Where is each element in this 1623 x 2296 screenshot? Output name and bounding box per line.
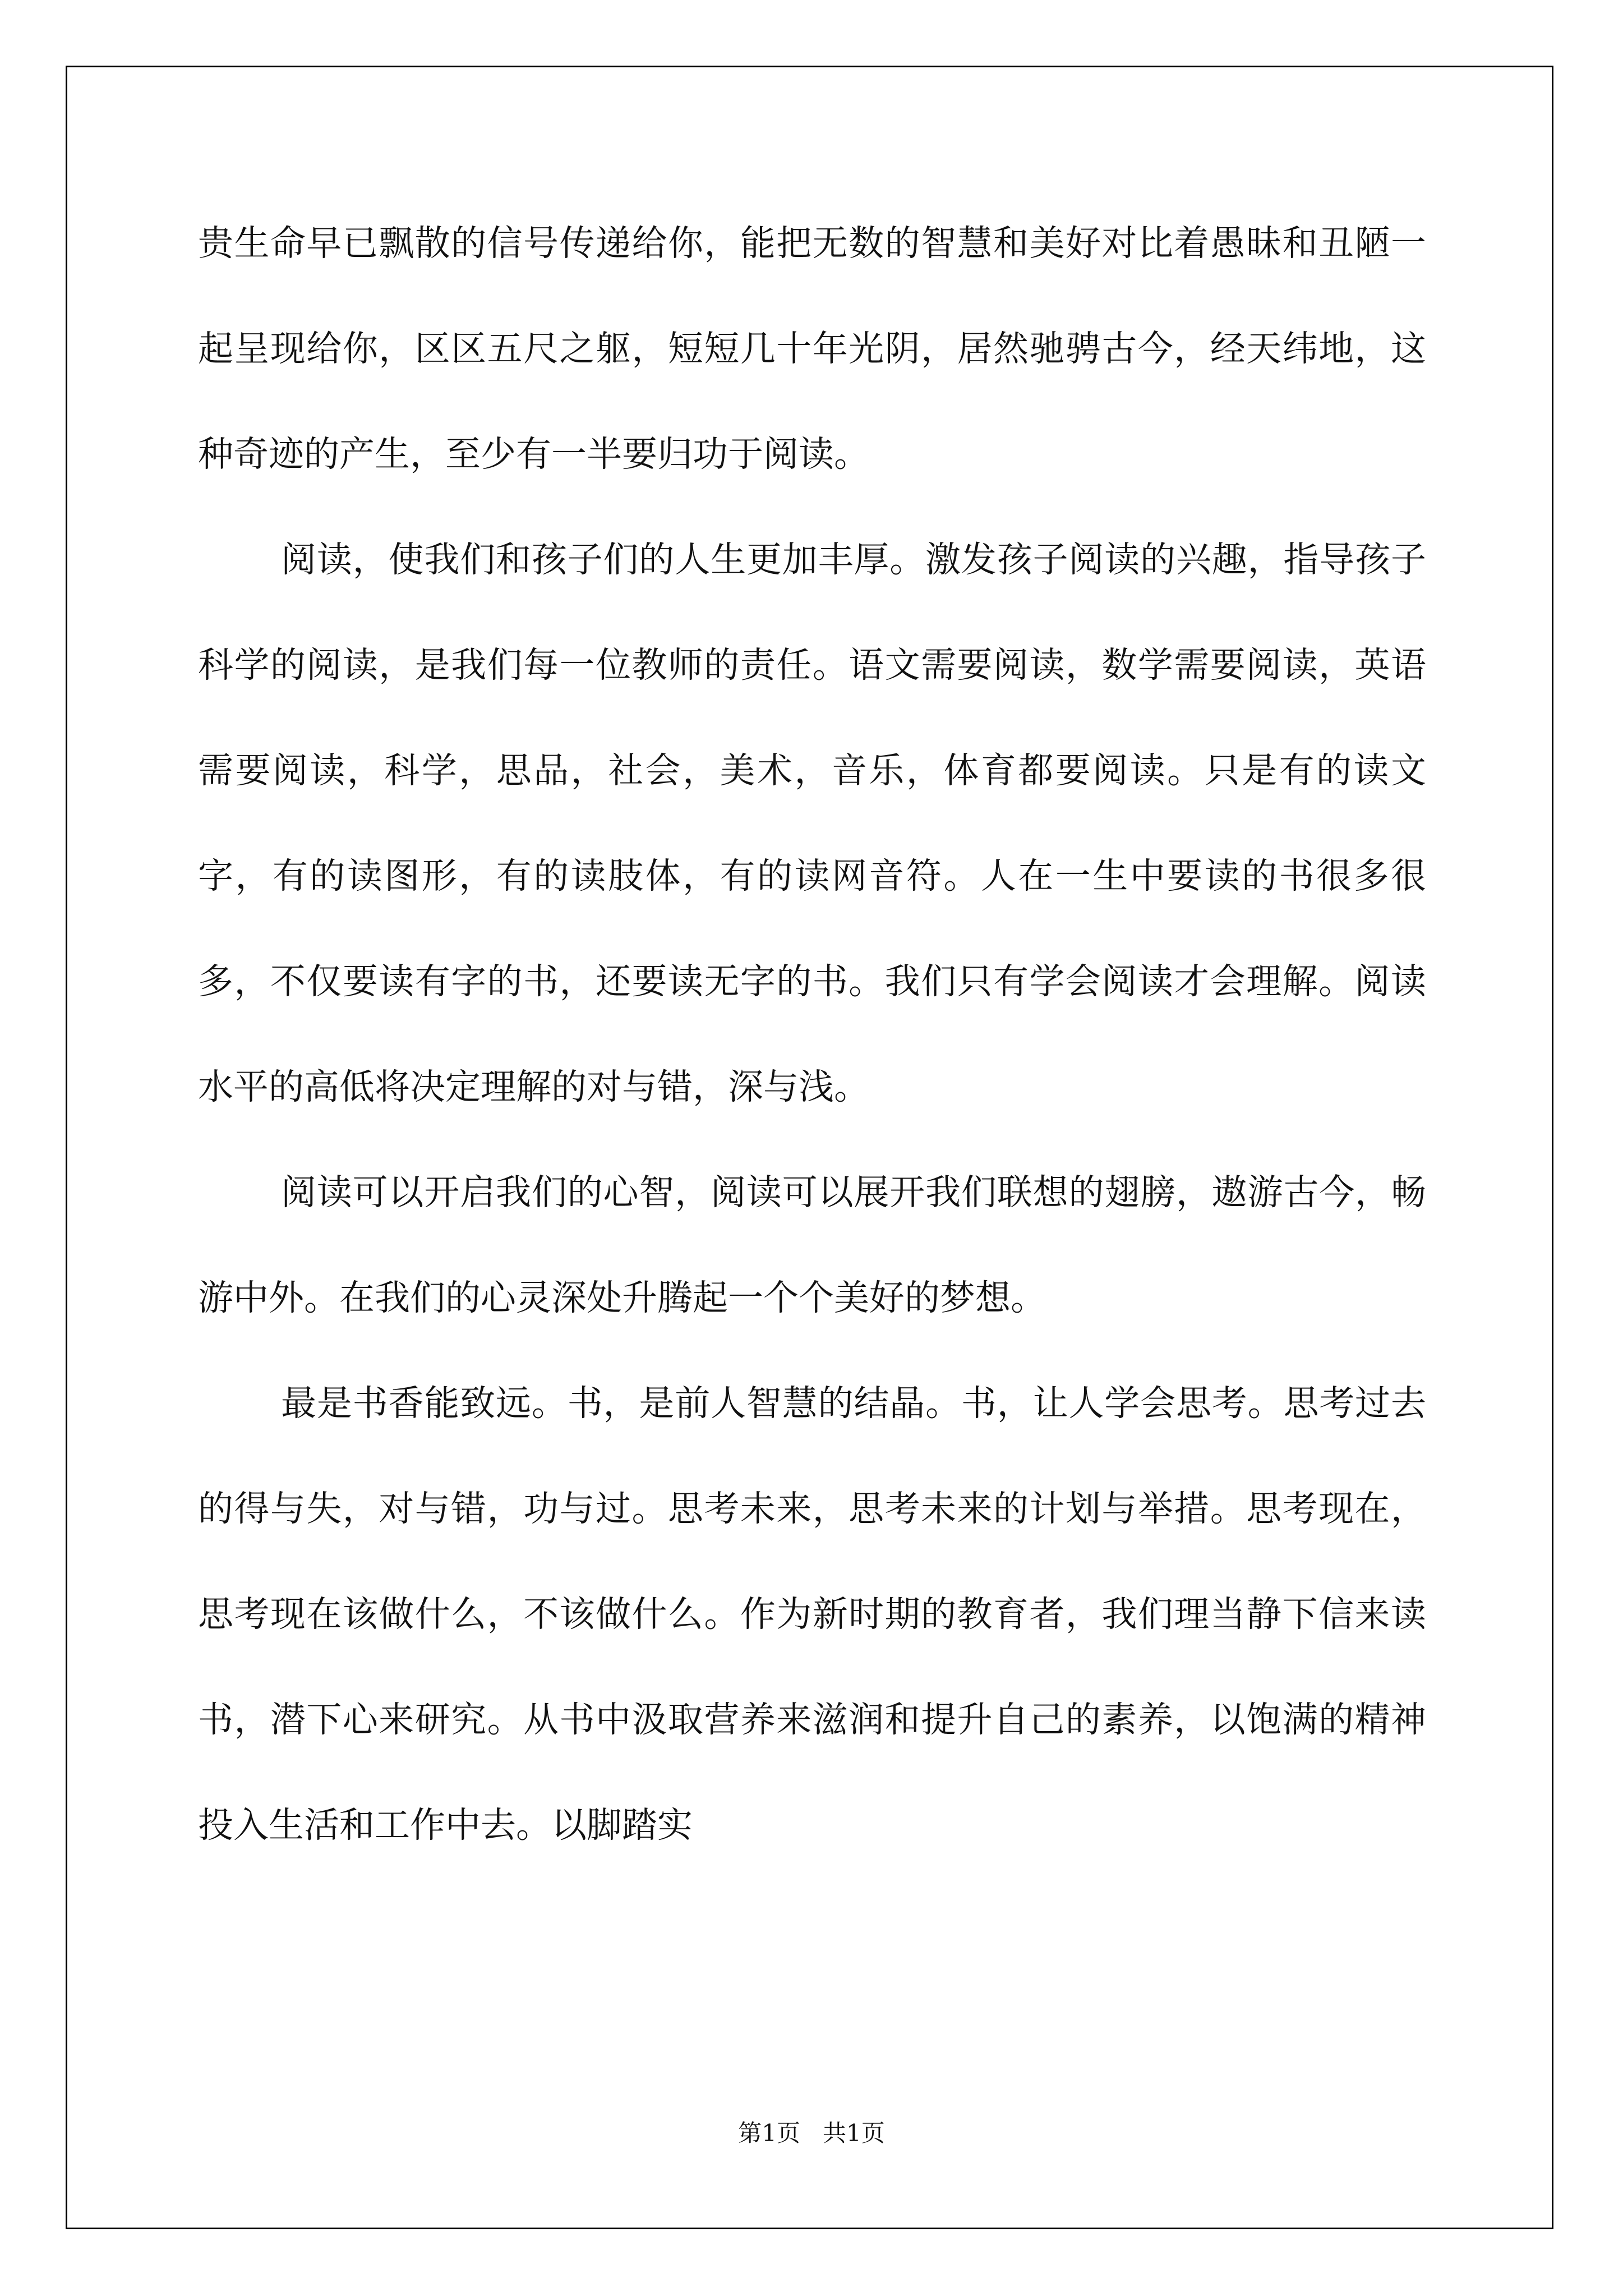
page-footer: 第1页 共1页	[738, 2119, 885, 2147]
paragraph-1: 贵生命早已飘散的信号传递给你，能把无数的智慧和美好对比着愚昧和丑陋一起呈现给你，区区五尺之躯，短短几十年光阴，居然驰骋古今，经天纬地，这种奇迹的产生，至少有一半要归功于阅读。	[198, 223, 1426, 475]
paragraph-3: 阅读可以开启我们的心智，阅读可以展开我们联想的翅膀，遨游古今，畅游中外。在我们的心灵深处升腾起一个个美好的梦想。	[198, 1172, 1426, 1318]
paragraph-4: 最是书香能致远。书，是前人智慧的结晶。书，让人学会思考。思考过去的得与失，对与错，功与过。思考未来，思考未来的计划与举措。思考现在，思考现在该做什么，不该做什么。作为新时期的教育者，我们理当静下信来读书，潜下心来研究。从书中汲取营养来滋润和提升自己的素养，以饱满的精神投入生活和工作中去。以脚踏实	[198, 1383, 1426, 1846]
paragraph-2: 阅读，使我们和孩子们的人生更加丰厚。激发孩子阅读的兴趣，指导孩子科学的阅读，是我们每一位教师的责任。语文需要阅读，数学需要阅读，英语需要阅读，科学，思品，社会，美术，音乐，体育都要阅读。只是有的读文字，有的读图形，有的读肢体，有的读网音符。人在一生中要读的书很多很多，不仅要读有字的书，还要读无字的书。我们只有学会阅读才会理解。阅读水平的高低将决定理解的对与错，深与浅。	[198, 539, 1426, 1107]
document-body	[198, 191, 1426, 1878]
